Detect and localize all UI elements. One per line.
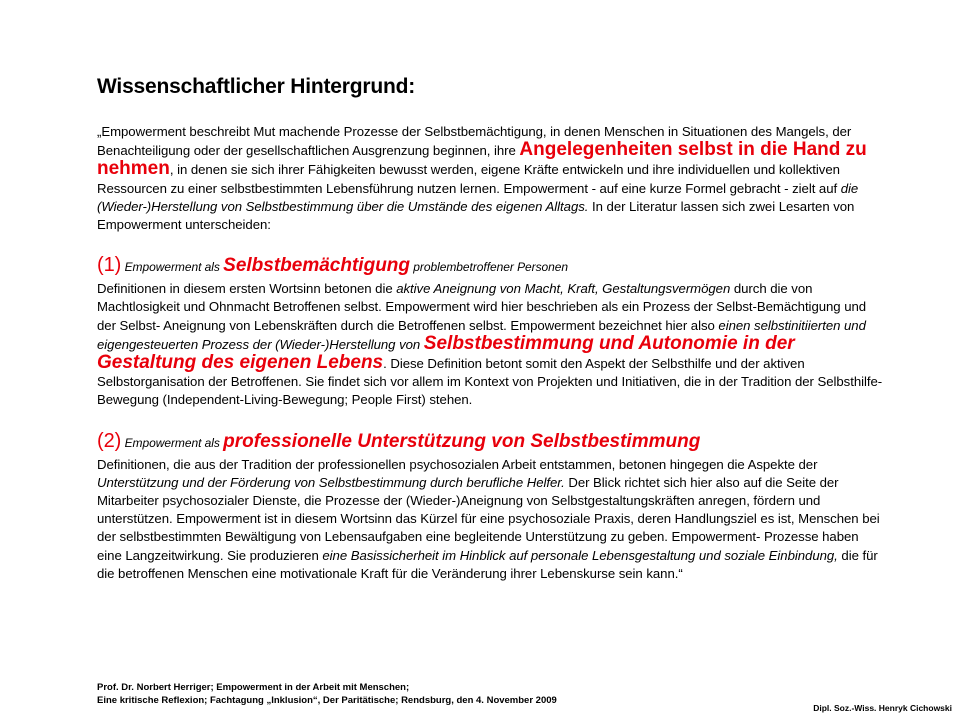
section-1-post: problembetroffener Personen <box>410 260 569 275</box>
section-2-number: (2) <box>97 429 122 452</box>
section-2-text-1: Definitionen, die aus der Tradition der professionellen psychosozialen Arbeit entstammen, betonen hingegen die Aspekte der <box>97 456 818 472</box>
section-2-text-2: Der Blick richtet sich hier also auf die Seite der Mitarbeiter psychosozialer Dienste, die Prozesse der (Wieder-)Aneignung von Selbstgestaltungskräften anregen, fördern und unterstützen. Empowerment ist in diesem Wortsinn das Kürzel für eine psychosoziale Praxis, deren Handlungsziel es ist, Menschen bei der selbstbestimmten Bewältigung von Lebensaufgaben eine begleitende Unterstützung zu geben. Empowerment- Prozesse haben eine Langzeitwirkung. Sie produzieren <box>97 474 880 563</box>
section-2-text-3: die für die betroffenen Menschen eine motivationale Kraft für die Veränderung ihrer Lebenskurse sein kann.“ <box>97 547 878 581</box>
intro-text-3: In der Literatur lassen sich zwei Lesarten von Empowerment unterscheiden: <box>97 198 855 233</box>
citation <box>97 681 557 707</box>
section-2-key: professionelle Unterstützung von Selbstbestimmung <box>223 430 701 452</box>
intro-text-1: „Empowerment beschreibt Mut machende Prozesse der Selbstbemächtigung, in denen Menschen in Situationen des Mangels, der Benachteiligung oder der gesellschaftlichen Ausgrenzung beginnen, ihre <box>97 124 852 159</box>
section-1-italic-2: einen selbstinitiierten und eigengesteuerten Prozess der (Wieder-)Herstellung von <box>97 317 866 352</box>
section-2-pre: Empowerment als <box>121 435 224 450</box>
intro-text-2: , in denen sie sich ihrer Fähigkeiten bewusst werden, eigene Kräfte entwickeln und ihre individuellen und kollektiven Ressourcen zu einer selbstbestimmten Lebensführung nutzen lernen. Empowerment - auf eine kurze Formel gebracht - zielt auf <box>97 162 841 196</box>
citation-line-1: Prof. Dr. Norbert Herriger; Empowerment in der Arbeit mit Menschen; <box>97 682 410 693</box>
author-credit: Dipl. Soz.-Wiss. Henryk Cichowski <box>813 703 952 713</box>
intro-highlight: Angelegenheiten selbst in die Hand zu nehmen <box>97 139 867 180</box>
citation-line-2: Eine kritische Reflexion; Fachtagung „Inklusion“, Der Paritätische; Rendsburg, den 4. November 2009 <box>97 695 557 706</box>
section-2-italic-1: Unterstützung und der Förderung von Selbstbestimmung durch berufliche Helfer. <box>97 474 565 490</box>
section-1-heading <box>97 252 885 280</box>
section-1-text-2: durch die von Machtlosigkeit und Ohnmacht Betroffenen selbst. Empowerment wird hier beschrieben als ein Prozess der Selbst-Bemächtigung und der Selbst- Aneignung von Lebenskräften durch die Betroffenen selbst. Empowerment bezeichnet hier also <box>97 281 867 333</box>
section-1-italic-1: aktive Aneignung von Macht, Kraft, Gestaltungsvermögen <box>396 281 731 297</box>
intro-paragraph <box>97 123 885 234</box>
section-1-number: (1) <box>97 254 122 277</box>
section-1-highlight: Selbstbestimmung und Autonomie in der Gestaltung des eigenen Lebens <box>97 332 795 374</box>
section-2-paragraph <box>97 456 885 583</box>
section-1-paragraph <box>97 280 885 409</box>
section-2-heading <box>97 428 885 456</box>
section-1-text-1: Definitionen in diesem ersten Wortsinn betonen die <box>97 281 397 297</box>
section-1-key: Selbstbemächtigung <box>223 255 411 277</box>
body-text <box>97 123 885 583</box>
section-2-italic-2: eine Basissicherheit im Hinblick auf personale Lebensgestaltung und soziale Einbindung, <box>322 547 838 563</box>
page-title: Wissenschaftlicher Hintergrund: <box>97 75 415 98</box>
intro-italic: die (Wieder-)Herstellung von Selbstbestimmung über die Umstände des eigenen Alltags. <box>97 180 859 214</box>
section-1-text-3: . Diese Definition betont somit den Aspekt der Selbsthilfe und der aktiven Selbstorganisation der Betroffenen. Sie findet sich vor allem im Kontext von Projekten und Initiativen, die in der Tradition der Selbsthilfe-Bewegung (Independent-Living-Bewegung; People First) stehen. <box>97 356 883 408</box>
section-1-pre: Empowerment als <box>121 260 224 275</box>
